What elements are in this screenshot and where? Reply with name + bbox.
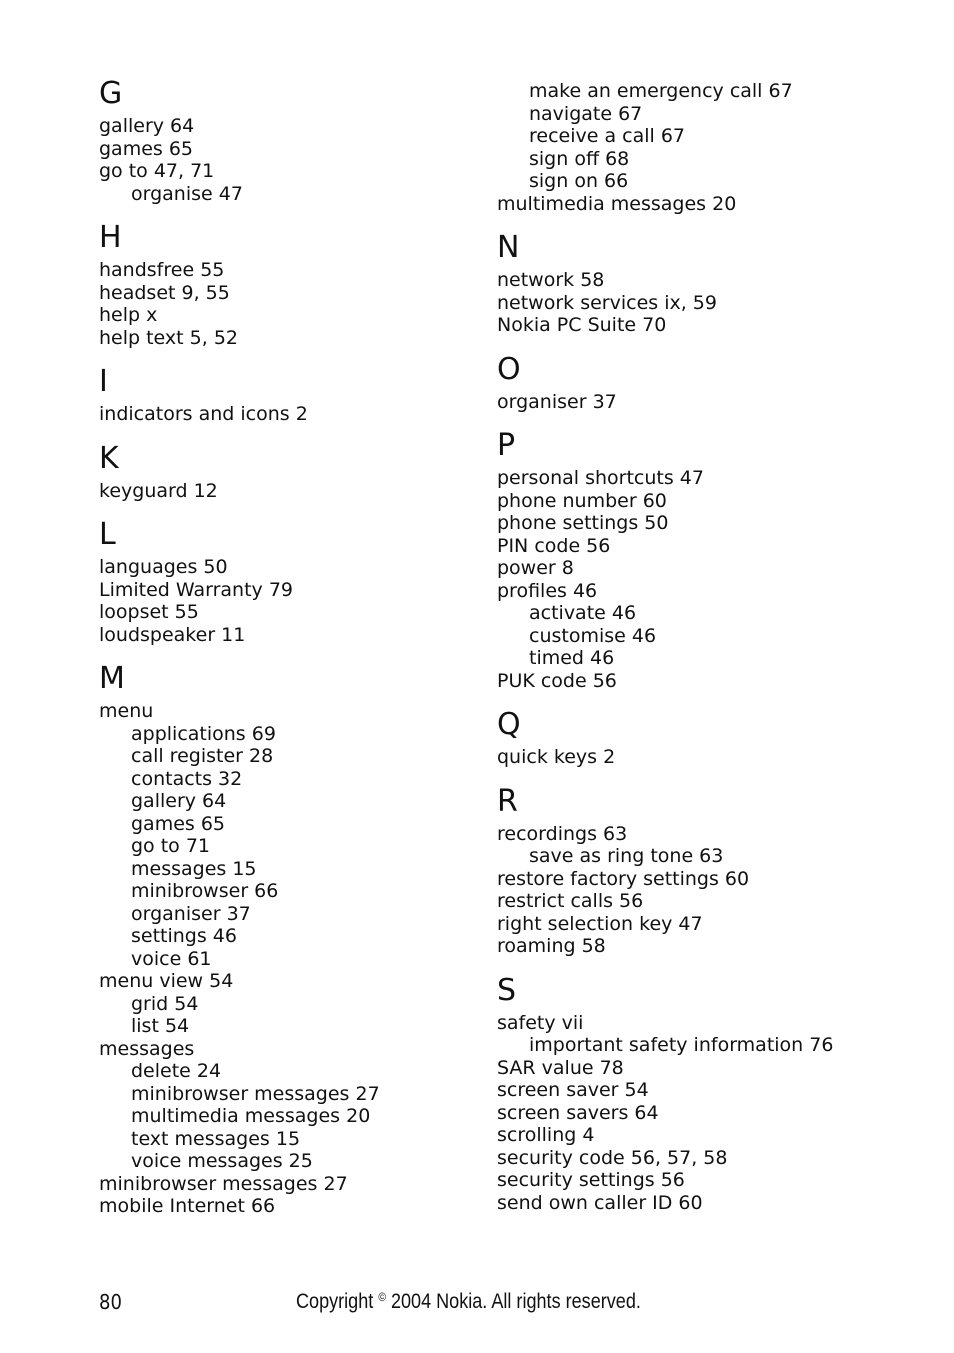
index-subentry: timed 46 [529, 647, 615, 669]
index-subentry: grid 54 [131, 992, 199, 1015]
index-letter-heading: K [99, 440, 119, 476]
index-entry: scrolling 4 [497, 1124, 595, 1146]
index-subentry: save as ring tone 63 [529, 845, 724, 867]
index-subentry: sign on 66 [529, 170, 629, 192]
index-section [99, 220, 499, 349]
index-letter-heading: P [497, 428, 516, 463]
index-subentry: call register 28 [131, 745, 274, 767]
index-entry: menu view 54 [99, 970, 234, 992]
section-gap [497, 215, 897, 230]
index-letter-heading: G [99, 76, 123, 111]
section-gap [497, 958, 897, 973]
index-subentry: multimedia messages 20 [131, 1105, 371, 1127]
index-entry: menu [99, 700, 154, 722]
copyright-symbol: © [378, 1290, 386, 1304]
index-entry: organiser 37 [497, 390, 617, 413]
index-subentry: gallery 64 [131, 790, 227, 812]
index-subentry: sign off 68 [529, 147, 630, 170]
index-subentry: applications 69 [131, 722, 276, 745]
index-entry: languages 50 [99, 556, 228, 578]
index-subentry: important safety information 76 [529, 1034, 834, 1056]
index-entry: security settings 56 [497, 1169, 685, 1191]
copyright-prefix: Copyright [296, 1290, 379, 1313]
section-gap [497, 413, 897, 428]
index-entry: minibrowser messages 27 [99, 1172, 348, 1195]
index-letter-heading: N [497, 230, 520, 265]
index-column-left [99, 76, 499, 1218]
index-letter-heading: Q [497, 707, 521, 742]
index-entry: restore factory settings 60 [497, 867, 750, 890]
section-gap [497, 337, 897, 352]
index-entry: PUK code 56 [497, 669, 617, 692]
index-entry: screen savers 64 [497, 1101, 659, 1124]
index-subentry: receive a call 67 [529, 125, 686, 147]
index-letter-heading: M [99, 661, 125, 696]
section-gap [99, 646, 499, 661]
index-entry: indicators and icons 2 [99, 403, 308, 425]
index-column-right [497, 80, 897, 1214]
index-subentry: voice messages 25 [131, 1150, 313, 1172]
index-entry: handsfree 55 [99, 259, 225, 281]
index-entry: recordings 63 [497, 822, 628, 845]
index-letter-heading: I [99, 364, 108, 399]
index-section [497, 80, 897, 215]
index-subentry: make an emergency call 67 [529, 80, 793, 102]
index-entry: network services ix, 59 [497, 291, 717, 314]
index-section [99, 76, 499, 205]
index-subentry: messages 15 [131, 857, 257, 880]
index-entry: Nokia PC Suite 70 [497, 314, 667, 336]
page-footer [99, 1290, 859, 1316]
index-entry: go to 47, 71 [99, 160, 215, 182]
index-entry: screen saver 54 [497, 1079, 649, 1101]
index-entry: keyguard 12 [99, 479, 218, 502]
index-subentry: organise 47 [131, 182, 243, 205]
index-entry: help x [99, 304, 158, 326]
index-entry: quick keys 2 [497, 746, 616, 768]
index-letter-heading: R [497, 783, 518, 819]
index-entry: safety vii [497, 1011, 584, 1034]
index-entry: SAR value 78 [497, 1056, 624, 1079]
index-subentry: list 54 [131, 1015, 190, 1037]
index-letter-heading: H [99, 220, 122, 255]
index-subentry: text messages 15 [131, 1127, 301, 1150]
index-entry: restrict calls 56 [497, 890, 644, 912]
index-subentry: go to 71 [131, 835, 211, 857]
index-entry: network 58 [497, 269, 605, 291]
section-gap [99, 205, 499, 220]
index-section [497, 707, 897, 769]
index-subentry: minibrowser 66 [131, 880, 279, 902]
section-gap [99, 502, 499, 517]
index-entry: loopset 55 [99, 601, 199, 623]
index-entry: Limited Warranty 79 [99, 578, 293, 601]
index-section [497, 428, 897, 692]
index-entry: loudspeaker 11 [99, 623, 246, 646]
index-letter-heading: L [99, 517, 116, 552]
index-entry: send own caller ID 60 [497, 1191, 703, 1214]
section-gap [99, 426, 499, 441]
index-subentry: settings 46 [131, 925, 237, 947]
index-section [497, 230, 897, 337]
index-entry: phone settings 50 [497, 512, 669, 534]
index-section [497, 784, 897, 958]
index-subentry: organiser 37 [131, 902, 251, 925]
index-entry: power 8 [497, 557, 574, 579]
index-section [99, 661, 499, 1218]
index-entry: personal shortcuts 47 [497, 467, 704, 489]
section-gap [497, 692, 897, 707]
index-entry: multimedia messages 20 [497, 192, 737, 215]
index-entry: roaming 58 [497, 935, 606, 957]
index-section [99, 364, 499, 426]
copyright-notice [296, 1290, 641, 1314]
index-subentry: contacts 32 [131, 767, 243, 790]
index-entry: profiles 46 [497, 579, 598, 602]
index-entry: help text 5, 52 [99, 326, 238, 349]
index-subentry: customise 46 [529, 624, 657, 647]
index-section [99, 441, 499, 503]
index-subentry: navigate 67 [529, 102, 643, 125]
section-gap [99, 349, 499, 364]
index-entry: headset 9, 55 [99, 281, 230, 304]
index-entry: security code 56, 57, 58 [497, 1146, 728, 1169]
index-section [497, 973, 897, 1215]
copyright-suffix: 2004 Nokia. All rights reserved. [385, 1290, 641, 1313]
index-letter-heading: O [497, 351, 521, 387]
index-entry: messages [99, 1037, 195, 1060]
index-entry: gallery 64 [99, 115, 195, 137]
index-section [99, 517, 499, 646]
index-subentry: delete 24 [131, 1060, 222, 1082]
index-entry: PIN code 56 [497, 534, 611, 557]
index-subentry: voice 61 [131, 947, 212, 970]
index-subentry: minibrowser messages 27 [131, 1082, 380, 1105]
index-entry: phone number 60 [497, 489, 667, 512]
page-number: 80 [99, 1290, 122, 1314]
index-letter-heading: S [497, 972, 517, 1008]
index-entry: mobile Internet 66 [99, 1195, 276, 1217]
index-entry: right selection key 47 [497, 912, 703, 935]
section-gap [497, 769, 897, 784]
index-entry: games 65 [99, 137, 194, 160]
index-section [497, 352, 897, 414]
index-subentry: games 65 [131, 812, 226, 835]
index-subentry: activate 46 [529, 602, 637, 624]
